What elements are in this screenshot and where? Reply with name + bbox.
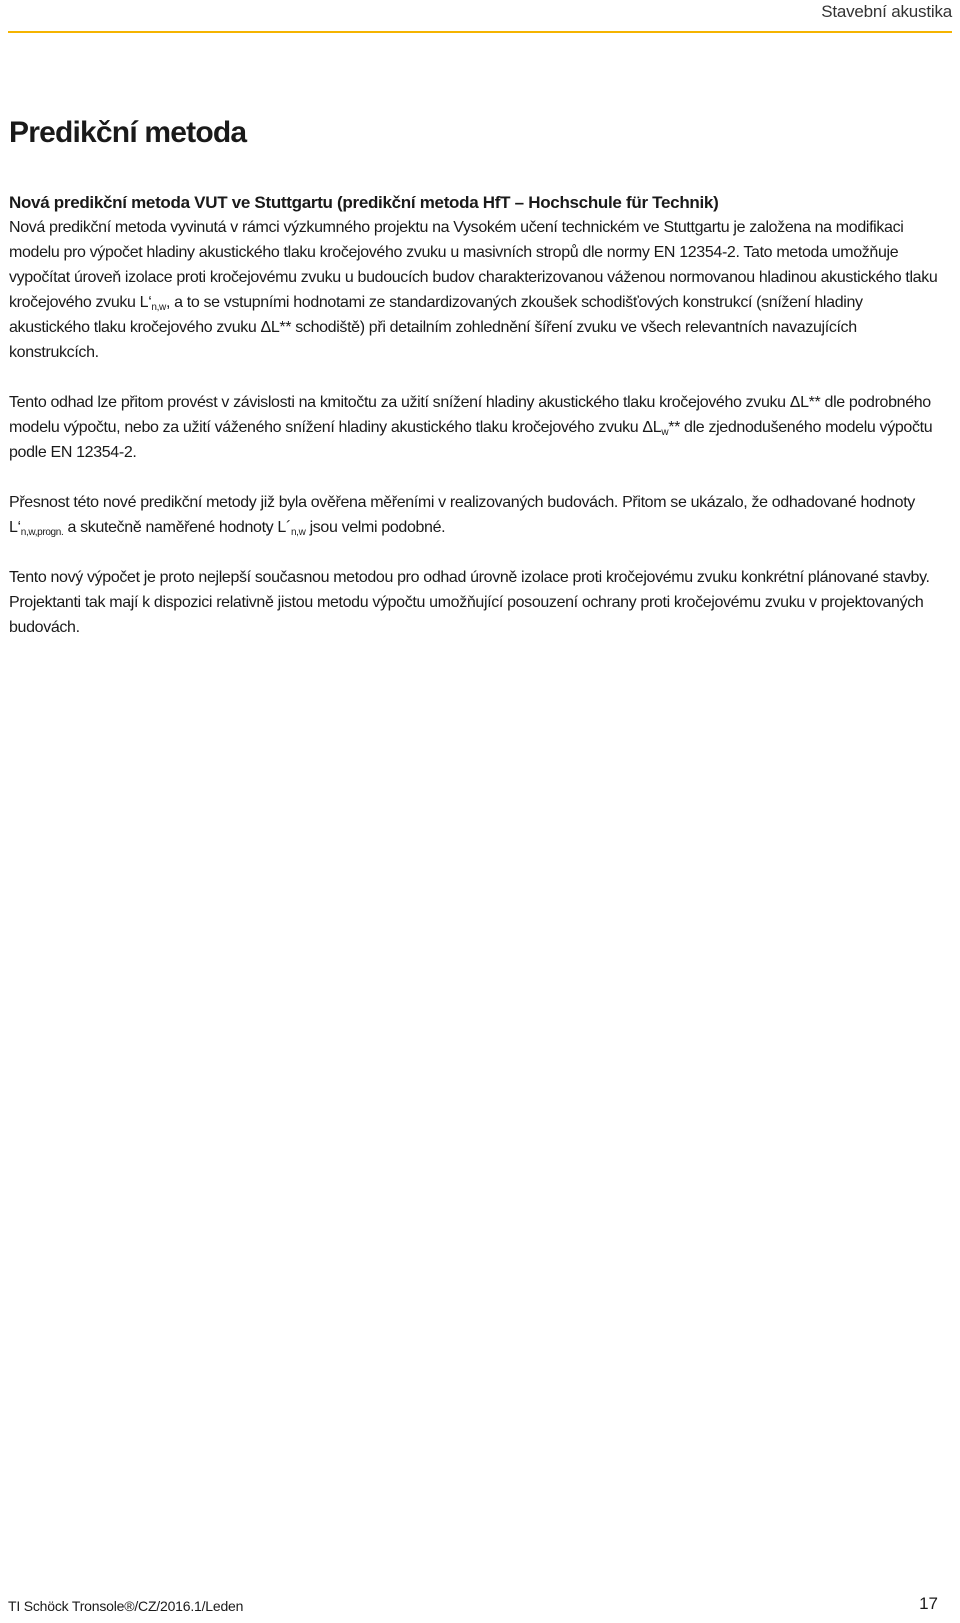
page-footer: [8, 1594, 952, 1616]
paragraph-3-text-b: a skutečně naměřené hodnoty L´: [63, 519, 291, 536]
header-title: Stavební akustika: [821, 2, 952, 21]
paragraph-1-text-b: , a to se vstupními hodnotami ze standardizovaných zkoušek schodišťových konstrukcí (snížení hladiny akustického tlaku kročejového zvuku ΔL** schodiště) při detailním zohlednění šíření zvuku ve všech relevantních navazujících konstrukcích.: [9, 294, 863, 361]
paragraph-3-subscript-1: n,w,progn.: [20, 527, 64, 538]
paragraph-3-text-a: Přesnost této nové predikční metody již byla ověřena měřeními v realizovaných budovách. Přitom se ukázalo, že odhadované hodnoty L‘: [9, 494, 915, 536]
paragraph-3-text-c: jsou velmi podobné.: [305, 519, 446, 536]
section-title: Nová predikční metoda VUT ve Stuttgartu (predikční metoda HfT – Hochschule für Technik): [9, 193, 719, 212]
paragraph-2-text-a: Tento odhad lze přitom provést v závislosti na kmitočtu za užití snížení hladiny akustického tlaku kročejového zvuku ΔL** dle podrobného modelu výpočtu, nebo za užití váženého snížení hladiny akustického tlaku kročejového zvuku ΔL: [9, 394, 931, 436]
page-number: 17: [919, 1594, 938, 1613]
paragraph-4: Tento nový výpočet je proto nejlepší současnou metodou pro odhad úrovně izolace proti kročejovému zvuku konkrétní plánované stavby. Projektanti tak mají k dispozici relativně jistou metodu výpočtu umožňující posouzení ochrany proti kročejovému zvuku v projektovaných budovách.: [9, 569, 930, 636]
paragraph-2-subscript: w: [661, 427, 669, 438]
main-content: [9, 112, 947, 640]
paragraph-1-text-a: Nová predikční metoda vyvinutá v rámci výzkumného projektu na Vysokém učení technickém ve Stuttgartu je založena na modifikaci modelu pro výpočet hladiny akustického tlaku kročejového zvuku u masivních stropů dle normy EN 12354-2. Tato metoda umožňuje vypočítat úroveň izolace proti kročejovému zvuku u budoucích budov charakterizovanou váženou normovanou hladinou akustického tlaku kročejového zvuku L‘: [9, 219, 938, 311]
paragraph-1: [9, 215, 947, 365]
footer-document-id: TI Schöck Tronsole®/CZ/2016.1/Leden: [8, 1598, 244, 1614]
page-title: Predikční metoda: [9, 116, 247, 149]
paragraph-3: [9, 490, 947, 540]
page-header: [8, 0, 952, 33]
paragraph-2: [9, 390, 947, 465]
paragraph-1-subscript: n,w: [151, 302, 166, 313]
paragraph-2-text-b: ** dle zjednodušeného modelu výpočtu podle EN 12354-2.: [9, 419, 933, 461]
paragraph-3-subscript-2: n,w: [290, 527, 306, 538]
